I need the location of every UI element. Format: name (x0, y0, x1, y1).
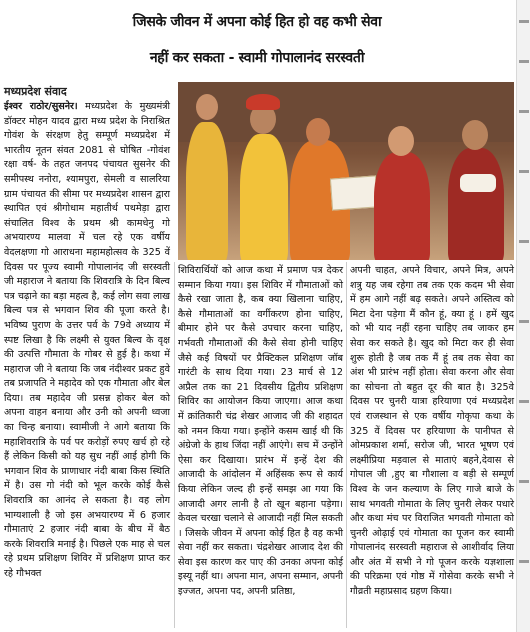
column-divider-1 (174, 262, 175, 628)
headline (0, 0, 514, 88)
photo-person-center-left (240, 134, 288, 260)
strip-mark (519, 240, 529, 243)
article-column-3 (350, 264, 514, 600)
article-column-1 (4, 100, 170, 582)
dateline: ईश्वर राठोर/सुसनेर। (4, 101, 78, 112)
photo-head-left (196, 94, 218, 120)
byline: मध्यप्रदेश संवाद (4, 85, 67, 98)
adjacent-page-strip (516, 0, 530, 632)
strip-mark (519, 20, 529, 23)
photo-woman (374, 152, 430, 260)
column-divider-2 (346, 262, 347, 628)
photo-head-swami (306, 118, 330, 146)
strip-mark (519, 170, 529, 173)
article-text-3: अपनी चाहत, अपने विचार, अपने मित्र, अपने शत्रु यह जब रहेगा तब तक एक कदम भी सेवा में हम आगे नहीं बढ़ सकते। अपने अस्तित्व को मिटा देना पड़ेगा मैं कौन हूं, क्या हूं । हमें खुद को भी याद नहीं रहना चाहिए तब जाकर हम सेवा कर सकते है। खुद को मिटा कर ही सेवा शुरू होती है जब तक मैं हूं तब तक सेवा का अंश भी प्रारंभ नहीं होता। सेवा करना और सेवा का सोचना तो बहुत दूर की बात है। 325वे दिवस पर चुनरी यात्रा हरियाणा एवं मध्यप्रदेश एवं राजस्थान से एक वर्षीय गोकृपा कथा के 325 वें दिवस पर हरियाणा के पानीपत से ओमप्रकाश शर्मा, सरोज जी, भारत भूषण एवं लक्ष्मीप्रिया मड़वाल से माताएं बहने,देवास से गोपाल जी ,हुए बा गौशाला व बड़ी से सम्पूर्ण विश्व के जन कल्याण के लिए गाजे बाजे के साथ भगवती गोमाता के लिए चुनरी लेकर पधारे और कथा मंच पर विराजित भगवती गोमाता को चुनरी ओढ़ाई एवं गोमाता का पूजन कर स्वामी गोपालानंद सरस्वती महाराज से आशीर्वाद लिया और अंत में सभी ने गो पूजन करके यज्ञशाला की परिक्रमा एवं गोष्ठ में गोसेवा करके सभी ने गौव्रती महाप्रसाद ग्रहण किया। (350, 265, 514, 598)
article-text-1: मध्यप्रदेश के मुख्यमंत्री डॉक्टर मोहन यादव द्वारा मध्य प्रदेश के निराश्रित गोवंश के संरक्षण हेतु सम्पूर्ण मध्यप्रदेश में भारतीय नूतन संवत 2081 से घोषित -गोवंश रक्षा वर्ष- के तहत जनपद पंचायत सुसनेर की समीपस्थ ननोरा, श्यामपुरा, सेमली व सालरिया ग्राम पंचायत की सीमा पर मध्यप्रदेश शासन द्वारा स्थापित एवं श्रीगोधाम महातीर्थ पथमेड़ा द्वारा संचालित विश्व के प्रथम श्री कामधेनु गो अभयारण्य मालवा में चल रहे एक वर्षीय वेदलक्षणा गो आराधना महामहोत्सव के 325 वें दिवस पर पूज्य स्वामी गोपालानंद जी सरस्वती जी महाराज ने बताया कि शिवरात्रि के दिन बिल्व पत्र चढ़ाने का बड़ा महत्व है, कई लोग सवा लाख बिल्व पत्र से भगवान शिव की पूजा करते है। भविष्य पुराण के उत्तर पर्व के 79वे अध्याय में स्पष्ट लिखा है कि लक्ष्मी से युक्त बिल्व के वृक्ष की उत्पत्ति गौमाता के गोबर से हुई है। कथा में महाराज जी ने बताया कि जब नंदीश्वर प्रकट हुवे तब प्रजापति ने महादेव को एक गौमाता और बेल दिया। तब महादेव जी प्रसन्न होकर बेल को अपना वाहन बनाया और उनी को अपनी ध्वजा का चिन्ह बनाया। स्वामीजी ने आगे बताया कि महाशिवरात्रि के पर्व पर करोड़ों रुपए खर्च हो रहे हैं लेकिन किसी को यह सुध नहीं आई होगी कि भगवान शिव के प्राणाधार नंदी बाबा किस स्थिति में है। उस गो नंदी को भूल करके कोई कैसे शिवरात्रि का आनंद ले सकता है। वह लोग भाग्यशाली है जो इस अभयारण्य में 6 हजार गौमाताएं 2 हजार नंदी बाबा के बीच में बैठ करके शिवरात्रि मनाई है। पिछले एक माह से चल रहे प्रथम प्रशिक्षण शिविर में प्रशिक्षण प्राप्त कर रहे गौभक्त (4, 101, 170, 579)
photo-certificate (330, 175, 378, 210)
strip-mark (519, 480, 529, 483)
photo-head-right (462, 120, 488, 150)
photo-person-right (448, 148, 504, 260)
photo-person-left (186, 122, 228, 260)
strip-mark (519, 110, 529, 113)
strip-mark (519, 60, 529, 63)
headline-line-2: नहीं कर सकता - स्वामी गोपालानंद सरस्वती (149, 50, 365, 66)
photo-cow-figurine (460, 174, 496, 192)
article-column-2 (178, 264, 343, 600)
news-photo (178, 82, 514, 260)
headline-line-1: जिसके जीवन में अपना कोई हित हो वह कभी सेवा (132, 14, 382, 30)
article-text-2: शिविरार्थियों को आज कथा में प्रमाण पत्र देकर सम्मान किया गया। इस शिविर में गौमाताओं को कैसे रखा जाता है, कब क्या खिलाना चाहिए, कैसे गौमाताओं का वर्गीकरण होना चाहिए, बीमार होने पर कैसे उपचार करना चाहिए, गर्भवती गौमाताओं की कैसे सेवा होनी चाहिए जैसे कई विषयों पर प्रैक्टिकल प्रशिक्षण जॉब गारंटी के साथ दिया गया। 23 मार्च से 12 अप्रैल तक का 21 दिवसीय द्वितीय प्रशिक्षण शिविर का आयोजन किया जाएगा। आज कथा में क्रांतिकारी चंद्र शेखर आजाद जी की शहादत को नमन किया गया। इन्होंने कसम खाई थी कि अंग्रेजो के हाथ जिंदा नहीं आएंगे। सच में उन्होंने ऐसा कर दिखाया। प्रारंभ में इन्हें देश की आजादी के आंदोलन में अहिंसक रूप से कार्य किया लेकिन जल्द ही इन्हें समझ आ गया कि आजादी अगर लानी है तो खून बहाना पड़ेगा। केवल चरखा चलाने से आजादी नहीं मिल सकती । जिसके जीवन में अपना कोई हित है वह कभी सेवा नहीं कर सकता। चंद्रशेखर आजाद देश की सेवा इस कारण कर पाए की उनका अपना कोई इस्यू नहीं था। अपना मान, अपना सम्मान, अपनी इज्जत, अपना पद, अपनी प्रतिष्ठा, (178, 265, 343, 598)
strip-mark (519, 560, 529, 563)
photo-turban (246, 94, 280, 110)
strip-mark (519, 320, 529, 323)
photo-head-woman (388, 126, 414, 156)
strip-mark (519, 400, 529, 403)
